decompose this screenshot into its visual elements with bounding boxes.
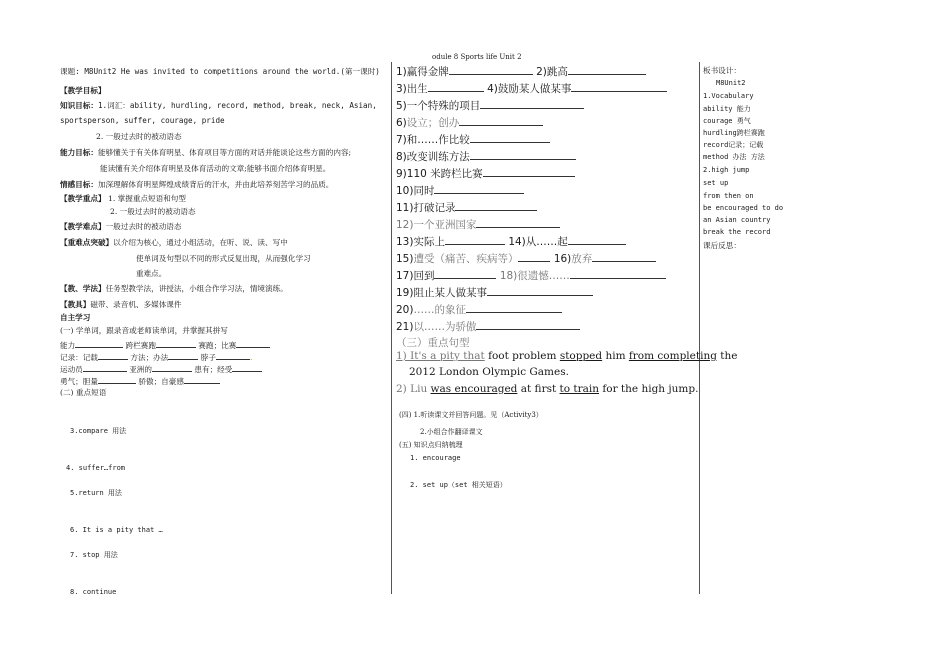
vocab-label: 方法；办法	[130, 353, 169, 362]
board-line: ability 能力	[703, 105, 751, 113]
vocab-label: 跨栏赛跑	[125, 341, 156, 350]
answer-blank[interactable]	[184, 374, 220, 384]
phrase-prompt: 赢得金牌	[406, 66, 449, 78]
key-point-2: 2. 一般过去时的被动语态	[110, 207, 196, 216]
sentence-fragment: at first	[517, 383, 560, 395]
breakthrough-label: 【重难点突破】	[60, 238, 114, 247]
ability-text-1: 能够懂关于有关体育明星、体育项目等方面的对话并能谈论这些方面的内容;	[97, 148, 352, 157]
phrase-prompt: 很遗憾……	[517, 270, 570, 282]
phrase-row	[396, 268, 666, 283]
usage-item-6: 6. It is a pity that …	[70, 526, 163, 534]
board-line: break the record	[703, 228, 771, 236]
knowledge-point-2: 2. set up（set 相关短语）	[410, 481, 507, 489]
usage-item-4: 4. suffer…from	[66, 464, 126, 472]
column-divider-left	[391, 62, 392, 594]
phrase-number: 11)	[396, 202, 414, 214]
phrase-number: 8)	[396, 151, 407, 163]
phrase-prompt: 以……为骄傲	[413, 321, 477, 333]
vocab-label: 赛跑；比赛	[198, 341, 237, 350]
step5-heading: (五) 知识点归纳梳理	[399, 441, 463, 449]
phrase-number: 4)	[487, 83, 498, 95]
answer-blank[interactable]	[459, 116, 543, 126]
phrase-prompt: 110 米跨栏比赛	[406, 168, 483, 180]
answer-blank[interactable]	[568, 235, 626, 245]
key-points-line-1	[60, 193, 186, 204]
sentence-fragment: stopped	[559, 350, 603, 362]
ability-text-2: 能读懂有关介绍体育明星及体育活动的文章;能够书面介绍体育明星。	[100, 164, 331, 173]
phrase-row	[396, 285, 593, 300]
vocab-label: 记录：记载	[60, 353, 98, 362]
answer-blank[interactable]	[449, 65, 533, 75]
answer-blank[interactable]	[476, 218, 560, 228]
answer-blank[interactable]	[480, 99, 584, 109]
tools-label: 【教具】	[60, 300, 91, 309]
tools-line	[60, 299, 182, 310]
phrase-row	[396, 234, 626, 249]
ability-goal-line-1	[60, 147, 351, 158]
knowledge-text-3: 2. 一般过去时的被动语态	[96, 132, 182, 141]
answer-blank[interactable]	[75, 338, 123, 348]
phrase-prompt: 一个亚洲国家	[413, 219, 477, 231]
phrase-prompt: 设立；创办	[406, 117, 460, 129]
board-line: record记录；记载	[703, 141, 764, 149]
board-line: an Asian country	[703, 216, 771, 224]
phrase-prompt: 回到	[413, 270, 435, 282]
phrase-row	[396, 149, 576, 164]
phrase-prompt: 阻止某人做某事	[413, 287, 487, 299]
usage-item-7: 7. stop 用法	[70, 551, 118, 559]
phrase-row	[396, 132, 550, 147]
usage-item-8: 8. continue	[70, 588, 117, 596]
vocab-dot: .	[249, 353, 253, 362]
phrase-row	[396, 302, 562, 317]
phrase-prompt: 同时	[413, 185, 435, 197]
answer-blank[interactable]	[483, 167, 575, 177]
answer-blank[interactable]	[445, 235, 505, 245]
phrase-prompt: 跳高	[546, 66, 568, 78]
objectives-heading: 【教学目标】	[60, 86, 106, 95]
phrase-number: 2)	[536, 66, 547, 78]
vocab-label: 骄傲；自豪感	[138, 377, 184, 386]
phrase-prompt: ……的象征	[413, 304, 466, 316]
phrase-row	[396, 251, 656, 266]
board-line: 1.Vocabulary	[703, 92, 754, 100]
answer-blank[interactable]	[592, 252, 656, 262]
board-line: from then on	[703, 192, 754, 200]
sentence-2	[396, 383, 698, 395]
answer-blank[interactable]	[434, 269, 496, 279]
answer-blank[interactable]	[98, 374, 136, 384]
phrase-prompt: 一个特殊的项目	[406, 100, 481, 112]
answer-blank[interactable]	[83, 362, 127, 372]
method-line	[60, 283, 288, 294]
difficult-label: 【教学难点】	[60, 222, 106, 231]
phrase-prompt: 改变训练方法	[406, 151, 470, 163]
answer-blank[interactable]	[434, 184, 524, 194]
sentence-fragment: to train	[559, 383, 600, 395]
phrase-prompt: 出生	[406, 83, 428, 95]
answer-blank[interactable]	[571, 82, 667, 92]
board-line: hurdling跨栏赛跑	[703, 129, 765, 137]
sentence-fragment: 1) It's a pity that	[396, 350, 485, 362]
phrase-prompt: 放弃	[571, 253, 593, 265]
page-header-title: odule 8 Sports life Unit 2	[432, 53, 522, 61]
sentence-1-line-1	[396, 350, 737, 362]
phrase-number: 6)	[396, 117, 407, 129]
sentence-fragment: for the high jump.	[599, 383, 699, 395]
phrase-number: 15)	[396, 253, 414, 265]
column-divider-right	[699, 62, 700, 594]
vocab-label: 脖子	[200, 353, 216, 362]
answer-blank[interactable]	[570, 269, 666, 279]
emotion-text: 加深理解体育明星辉煌成绩背后的汗水，并由此培养刻苦学习的品质。	[97, 180, 334, 189]
answer-blank[interactable]	[236, 338, 270, 348]
answer-blank[interactable]	[518, 252, 550, 262]
phrase-prompt: 打破记录	[413, 202, 456, 214]
phrase-number: 18)	[499, 270, 518, 282]
phrase-number: 20)	[396, 304, 414, 316]
breakthrough-text-3: 重难点。	[136, 269, 167, 278]
breakthrough-text-2: 使单词及句型以不同的形式反复出现，从而强化学习	[136, 254, 311, 263]
phrase-prompt: 实际上	[413, 236, 445, 248]
breakthrough-text-1: 以介绍为核心，通过小组活动，在听、说、读、写中	[113, 238, 288, 247]
answer-blank[interactable]	[232, 362, 262, 372]
lesson-title: 课题: M8Unit2 He was invited to competitions around the world.(第一课时)	[60, 67, 380, 76]
vocab-label: 患有；经受	[194, 365, 233, 374]
knowledge-text-2: sportsperson, suffer, courage, pride	[60, 116, 225, 125]
emotion-goal-line	[60, 179, 333, 190]
ability-label: 能力目标：	[60, 148, 98, 157]
phrase-row	[396, 183, 524, 198]
phrase-row	[396, 81, 667, 96]
phrase-number: 17)	[396, 270, 414, 282]
answer-blank[interactable]	[568, 65, 646, 75]
phrase-number: 13)	[396, 236, 414, 248]
answer-blank[interactable]	[470, 150, 576, 160]
phrase-number: 16)	[553, 253, 572, 265]
phrase-number: 5)	[396, 100, 407, 112]
phrase-number: 21)	[396, 321, 414, 333]
answer-blank[interactable]	[455, 201, 537, 211]
difficult-line	[60, 221, 182, 232]
board-line: set up	[703, 179, 729, 187]
phrase-row	[396, 64, 646, 79]
answer-blank[interactable]	[466, 303, 562, 313]
answer-blank[interactable]	[476, 320, 580, 330]
phrase-number: 9)	[396, 168, 407, 180]
sentence-1-line-2: 2012 London Olympic Games.	[409, 366, 569, 378]
key-point-1: 1. 掌握重点短语和句型	[107, 194, 186, 203]
phrase-row	[396, 319, 580, 334]
sentence-fragment: the	[716, 350, 738, 362]
phrase-number: 19)	[396, 287, 414, 299]
breakthrough-line-1	[60, 237, 288, 248]
step2-heading: (二) 重点短语	[60, 388, 107, 397]
vocab-row-4	[60, 374, 220, 387]
phrase-number: 1)	[396, 66, 407, 78]
board-line: M8Unit2	[716, 79, 746, 87]
key-label: 【教学重点】	[60, 194, 106, 203]
phrase-prompt: 和……作比较	[406, 134, 470, 146]
answer-blank[interactable]	[470, 133, 550, 143]
step1-heading: (一) 学单词，跟录音或老师读单词，并掌握其拼写	[60, 326, 228, 335]
sentence-fragment: him	[602, 350, 629, 362]
vocab-label: 运动员	[60, 365, 83, 374]
method-label: 【教、学法】	[60, 284, 106, 293]
sentence-fragment: foot problem	[484, 350, 560, 362]
board-line: method 办法 方法	[703, 153, 765, 161]
usage-item-3: 3.compare 用法	[70, 427, 127, 435]
board-reflection: 课后反思：	[703, 241, 741, 250]
answer-blank[interactable]	[156, 338, 196, 348]
phrase-number: 14)	[508, 236, 526, 248]
self-study-heading: 自主学习	[60, 313, 91, 322]
vocab-label: 勇气；胆量	[60, 377, 98, 386]
answer-blank[interactable]	[487, 286, 593, 296]
answer-blank[interactable]	[152, 362, 192, 372]
answer-blank[interactable]	[98, 350, 128, 360]
answer-blank[interactable]	[428, 82, 484, 92]
phrase-row	[396, 98, 584, 113]
difficult-text: 一般过去时的被动语态	[105, 222, 182, 231]
knowledge-goal-line-1	[60, 100, 377, 111]
vocab-label: 亚洲的	[129, 365, 152, 374]
method-text: 任务型教学法，讲授法，小组合作学习法，情境演练。	[105, 284, 288, 293]
tools-text: 磁带、录音机、多媒体课件	[90, 300, 182, 309]
board-line: be encouraged to do	[703, 204, 784, 212]
phrase-row	[396, 115, 543, 130]
sentence-fragment: from completing	[628, 350, 717, 362]
sentence-fragment: 2) Liu	[396, 383, 431, 395]
board-line: 2.high jump	[703, 166, 750, 174]
phrase-number: 7)	[396, 134, 407, 146]
phrase-row	[396, 166, 575, 181]
usage-item-5: 5.return 用法	[70, 489, 122, 497]
phrase-row	[396, 217, 560, 232]
knowledge-text-1: 1.词汇：ability, hurdling, record, method, break, neck, Asian,	[97, 101, 377, 110]
emotion-label: 情感目标：	[60, 180, 98, 189]
phrase-number: 10)	[396, 185, 414, 197]
phrase-prompt: 从……起	[525, 236, 568, 248]
step4-heading: (四) 1.听读课文并回答问题。见（Activity3）	[399, 411, 543, 419]
phrase-prompt: 遭受（痛苦、疾病等）	[413, 253, 519, 265]
answer-blank[interactable]	[168, 350, 198, 360]
answer-blank[interactable]	[216, 350, 253, 362]
vocab-label: 能力	[60, 341, 76, 350]
board-line: courage 勇气	[703, 117, 751, 125]
sentences-heading: （三）重点句型	[396, 337, 470, 349]
knowledge-label: 知识目标：	[60, 101, 98, 110]
phrase-number: 12)	[396, 219, 414, 231]
phrase-prompt: 鼓励某人做某事	[497, 83, 572, 95]
sentence-fragment: was encouraged	[430, 383, 518, 395]
board-heading: 板书设计：	[703, 66, 741, 75]
phrase-row	[396, 200, 537, 215]
knowledge-point-1: 1. encourage	[410, 454, 461, 462]
phrase-number: 3)	[396, 83, 407, 95]
step4-item-2: 2.小组合作翻译课文	[420, 428, 483, 436]
